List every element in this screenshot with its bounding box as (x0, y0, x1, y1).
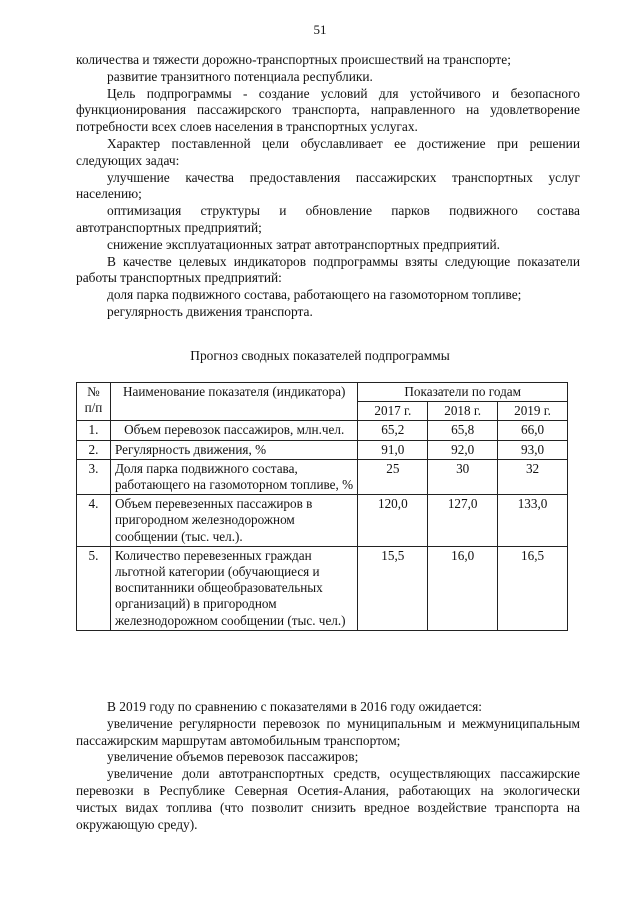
header-indicator-name: Наименование показателя (индикатора) (110, 383, 357, 421)
table-row (77, 440, 568, 459)
paragraph: улучшение качества предоставления пассажирских транспортных услуг населению; (76, 169, 580, 202)
table-row (77, 459, 568, 494)
row-value: 30 (428, 459, 498, 494)
row-indicator-name: Объем перевезенных пассажиров в пригородном железнодорожном сообщении (тыс. чел.). (110, 495, 357, 547)
row-number: 4. (77, 495, 111, 547)
table-title: Прогноз сводных показателей подпрограммы (190, 348, 450, 363)
row-value: 16,0 (428, 546, 498, 630)
page-number: 51 (313, 22, 327, 37)
top-text (76, 52, 580, 321)
row-value: 91,0 (358, 440, 428, 459)
row-value: 16,5 (498, 546, 568, 630)
row-indicator-name: Количество перевезенных граждан льготной категории (обучающиеся и воспитанники общеобразовательных организаций) в пригородном железнодорожном сообщении (тыс. чел.) (110, 546, 357, 630)
paragraph: снижение эксплуатационных затрат автотранспортных предприятий. (107, 236, 500, 252)
row-number: 5. (77, 546, 111, 630)
paragraph: В 2019 году по сравнению с показателями в 2016 году ожидается: (107, 699, 482, 714)
row-value: 15,5 (358, 546, 428, 630)
paragraph: В качестве целевых индикаторов подпрограммы взяты следующие показатели работы транспортных предприятий: (76, 253, 580, 286)
table-row (77, 546, 568, 630)
row-indicator-name: Доля парка подвижного состава, работающего на газомоторном топливе, % (110, 459, 357, 494)
paragraph: Характер поставленной цели обуславливает ее достижение при решении следующих задач: (76, 135, 580, 168)
row-value: 120,0 (358, 495, 428, 547)
header-year: 2018 г. (428, 402, 498, 421)
paragraph: увеличение регулярности перевозок по муниципальным и межмуниципальным пассажирским маршрутам автомобильным транспортом; (76, 715, 580, 748)
row-value: 66,0 (498, 421, 568, 440)
row-value: 32 (498, 459, 568, 494)
row-value: 93,0 (498, 440, 568, 459)
paragraph: увеличение объемов перевозок пассажиров; (107, 749, 359, 765)
row-value: 92,0 (428, 440, 498, 459)
paragraph: развитие транзитного потенциала республики. (107, 68, 373, 84)
table-row (77, 421, 568, 440)
bottom-text (76, 699, 580, 833)
paragraph: доля парка подвижного состава, работающего на газомоторном топливе; (107, 287, 522, 303)
paragraph: увеличение доли автотранспортных средств, осуществляющих пассажирские перевозки в Республике Северная Осетия-Алания, работающих на экологически чистых видах топлива (что позволит снизить вредное воздействие транспорта на окружающую среду). (76, 766, 580, 832)
table-header-row (77, 383, 568, 402)
header-number: № п/п (77, 383, 111, 421)
paragraph: регулярность движения транспорта. (107, 303, 313, 319)
row-value: 65,2 (358, 421, 428, 440)
row-number: 1. (77, 421, 111, 440)
header-year: 2017 г. (358, 402, 428, 421)
row-indicator-name: Регулярность движения, % (110, 440, 357, 459)
row-number: 3. (77, 459, 111, 494)
indicators-table (76, 382, 568, 631)
row-value: 25 (358, 459, 428, 494)
row-value: 127,0 (428, 495, 498, 547)
paragraph: Цель подпрограммы - создание условий для устойчивого и безопасного функционирования пассажирского транспорта, направленного на удовлетворение потребности всех слоев населения в транспортных услугах. (76, 85, 580, 135)
table-row (77, 495, 568, 547)
row-value: 133,0 (498, 495, 568, 547)
row-value: 65,8 (428, 421, 498, 440)
paragraph: оптимизация структуры и обновление парков подвижного состава автотранспортных предприятий; (76, 203, 580, 235)
header-years-group: Показатели по годам (358, 383, 568, 402)
row-number: 2. (77, 440, 111, 459)
header-year: 2019 г. (498, 402, 568, 421)
row-indicator-name: Объем перевозок пассажиров, млн.чел. (110, 421, 357, 440)
paragraph: количества и тяжести дорожно-транспортных происшествий на транспорте; (76, 52, 511, 67)
